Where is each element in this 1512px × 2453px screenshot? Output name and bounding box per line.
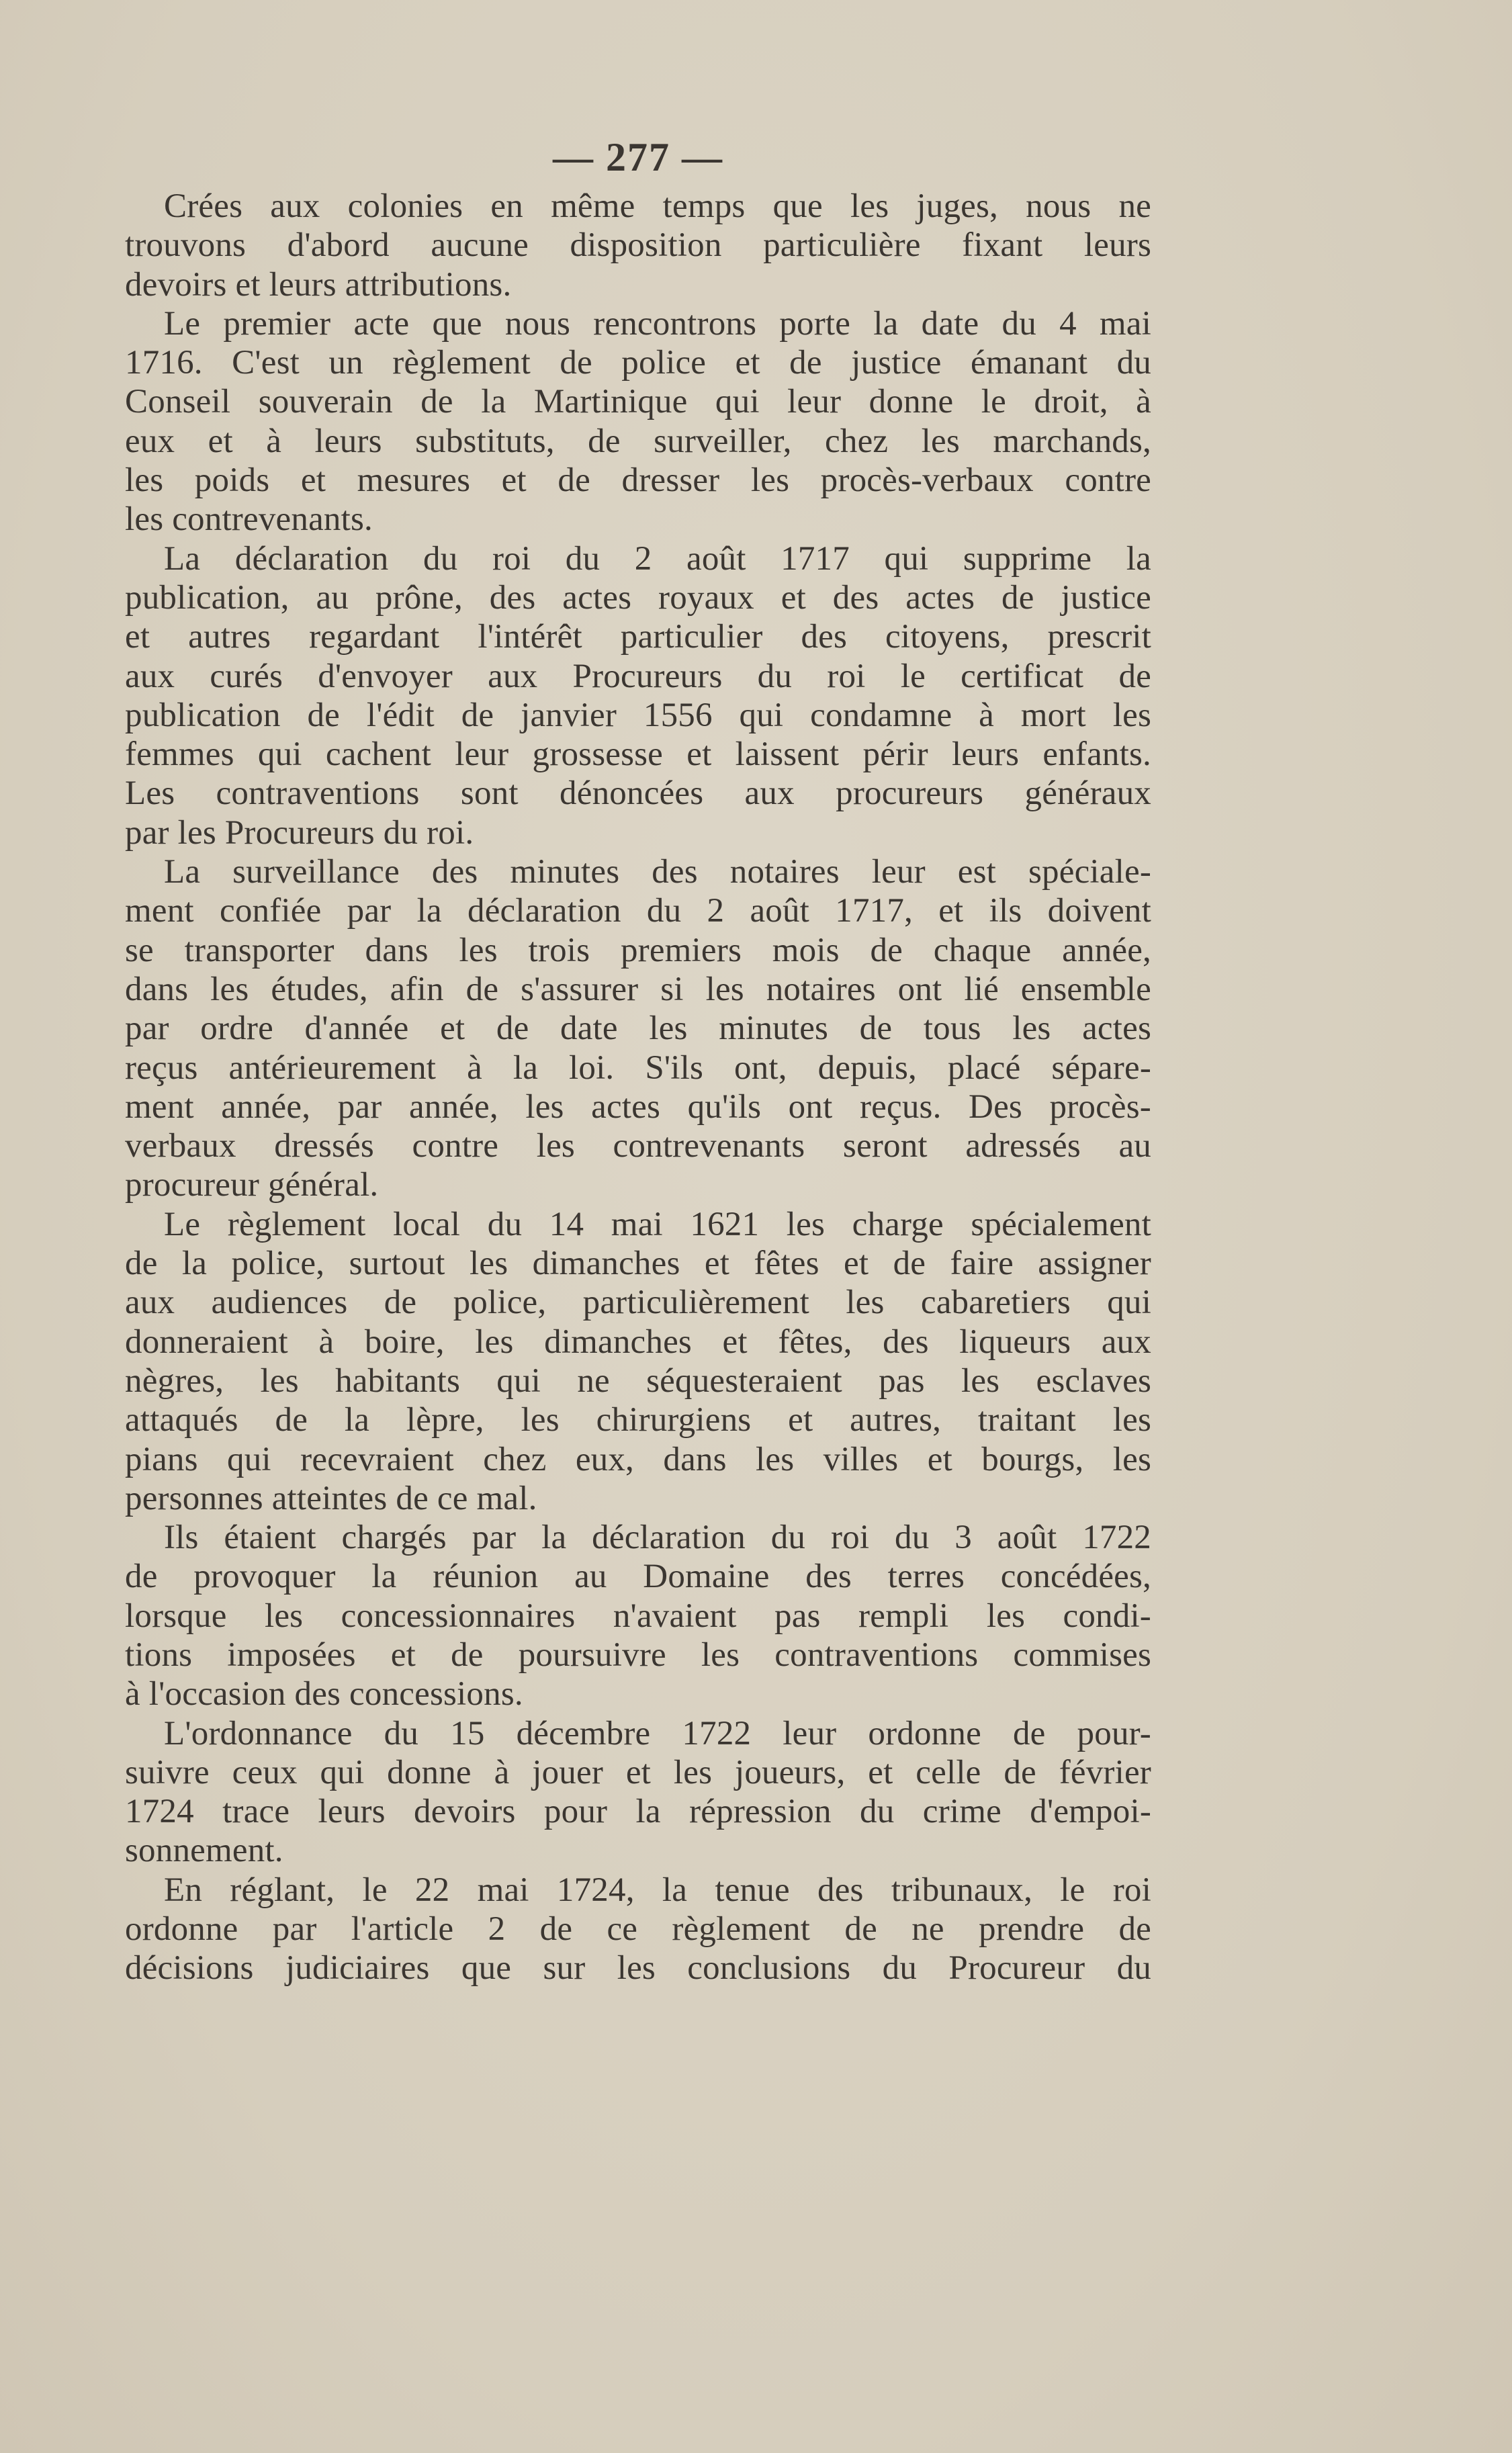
text-line: les poids et mesures et de dresser les procès-verbaux contre — [125, 461, 1151, 500]
text-line: suivre ceux qui donne à jouer et les joueurs, et celle de février — [125, 1753, 1151, 1791]
text-line: personnes atteintes de ce mal. — [125, 1479, 537, 1517]
text-line: La déclaration du roi du 2 août 1717 qui supprime la — [164, 539, 1151, 578]
text-line: ment confiée par la déclaration du 2 août 1717, et ils doivent — [125, 892, 1151, 930]
text-line: 1716. C'est un règlement de police et de justice émanant du — [125, 344, 1151, 382]
text-line: 1724 trace leurs devoirs pour la répression du crime d'empoi- — [125, 1793, 1151, 1831]
text-line: aux audiences de police, particulièrement les cabaretiers qui — [125, 1284, 1151, 1322]
text-line: publication de l'édit de janvier 1556 qui condamne à mort les — [125, 696, 1151, 734]
text-line: Ils étaient chargés par la déclaration du roi du 3 août 1722 — [164, 1519, 1151, 1557]
text-line: trouvons d'abord aucune disposition particulière fixant leurs — [125, 226, 1151, 265]
text-line: attaqués de la lèpre, les chirurgiens et autres, traitant les — [125, 1401, 1151, 1439]
paragraph — [125, 1871, 1151, 1988]
paragraph — [125, 852, 1151, 1205]
text-line: décisions judiciaires que sur les conclusions du Procureur du — [125, 1949, 1151, 1988]
text-line: Le règlement local du 14 mai 1621 les charge spécialement — [164, 1205, 1151, 1243]
paragraph — [125, 539, 1151, 852]
text-line: pians qui recevraient chez eux, dans les villes et bourgs, les — [125, 1440, 1151, 1478]
text-line: reçus antérieurement à la loi. S'ils ont, depuis, placé sépare- — [125, 1049, 1151, 1087]
text-line: donneraient à boire, les dimanches et fêtes, des liqueurs aux — [125, 1323, 1151, 1361]
text-line: sonnement. — [125, 1832, 283, 1870]
text-line: de la police, surtout les dimanches et fêtes et de faire assigner — [125, 1245, 1151, 1283]
text-line: ordonne par l'article 2 de ce règlement de ne prendre de — [125, 1910, 1151, 1949]
text-line: Conseil souverain de la Martinique qui leur donne le droit, à — [125, 383, 1151, 421]
text-line: tions imposées et de poursuivre les contraventions commises — [125, 1636, 1151, 1674]
text-line: lorsque les concessionnaires n'avaient pas rempli les condi- — [125, 1597, 1151, 1635]
text-line: nègres, les habitants qui ne séquesteraient pas les esclaves — [125, 1362, 1151, 1400]
text-line: devoirs et leurs attributions. — [125, 265, 512, 304]
paragraph — [125, 187, 1151, 304]
text-line: Le premier acte que nous rencontrons porte la date du 4 mai — [164, 304, 1151, 343]
paragraph — [125, 1518, 1151, 1713]
paragraph — [125, 304, 1151, 539]
body-text — [125, 187, 1151, 1988]
page-number: — 277 — — [553, 135, 723, 179]
text-line: eux et à leurs substituts, de surveiller, chez les marchands, — [125, 422, 1151, 460]
text-line: procureur général. — [125, 1166, 379, 1204]
text-line: dans les études, afin de s'assurer si les notaires ont lié ensemble — [125, 970, 1151, 1008]
text-line: Les contraventions sont dénoncées aux procureurs généraux — [125, 774, 1151, 813]
text-line: La surveillance des minutes des notaires leur est spéciale- — [164, 853, 1151, 891]
text-line: L'ordonnance du 15 décembre 1722 leur ordonne de pour- — [164, 1714, 1151, 1752]
text-line: de provoquer la réunion au Domaine des terres concédées, — [125, 1558, 1151, 1596]
text-line: à l'occasion des concessions. — [125, 1675, 523, 1713]
text-line: publication, au prône, des actes royaux et des actes de justice — [125, 578, 1151, 617]
paragraph — [125, 1714, 1151, 1871]
text-line: verbaux dressés contre les contrevenants seront adressés au — [125, 1127, 1151, 1165]
text-line: par ordre d'année et de date les minutes de tous les actes — [125, 1010, 1151, 1048]
text-line: En réglant, le 22 mai 1724, la tenue des tribunaux, le roi — [164, 1871, 1151, 1909]
text-line: et autres regardant l'intérêt particulier des citoyens, prescrit — [125, 618, 1151, 656]
text-line: par les Procureurs du roi. — [125, 813, 474, 852]
text-line: se transporter dans les trois premiers mois de chaque année, — [125, 931, 1151, 969]
paragraph — [125, 1205, 1151, 1518]
text-line: Crées aux colonies en même temps que les juges, nous ne — [164, 187, 1151, 225]
text-line: les contrevenants. — [125, 500, 373, 539]
text-line: ment année, par année, les actes qu'ils ont reçus. Des procès- — [125, 1087, 1151, 1126]
text-line: aux curés d'envoyer aux Procureurs du roi le certificat de — [125, 657, 1151, 695]
text-line: femmes qui cachent leur grossesse et laissent périr leurs enfants. — [125, 735, 1151, 774]
